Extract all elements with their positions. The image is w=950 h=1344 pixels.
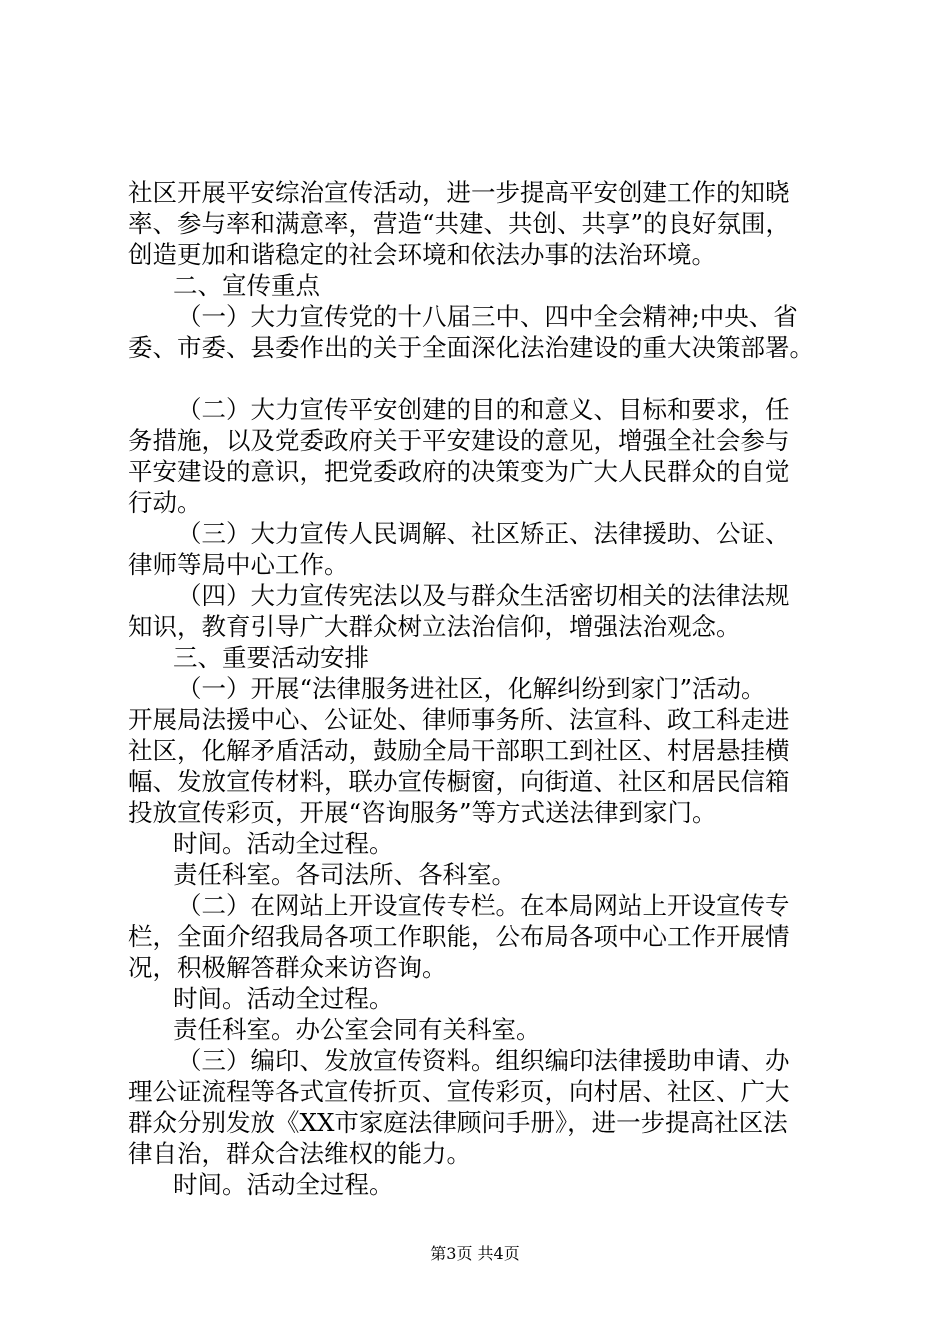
document-body — [128, 177, 844, 1200]
paragraph-gap — [128, 363, 844, 394]
body-line: 知识，教育引导广大群众树立法治信仰，增强法治观念。 — [128, 612, 741, 641]
body-line: 时间。活动全过程。 — [173, 984, 394, 1013]
body-line: 行动。 — [128, 488, 202, 517]
body-line: 责任科室。各司法所、各科室。 — [173, 860, 516, 889]
body-line: 群众分别发放《XX市家庭法律顾问手册》，进一步提高社区法 — [128, 1108, 788, 1137]
body-line: 况，积极解答群众来访咨询。 — [128, 953, 447, 982]
body-line: 委、市委、县委作出的关于全面深化法治建设的重大决策部署。 — [128, 333, 814, 362]
body-line: 平安建设的意识，把党委政府的决策变为广大人民群众的自觉 — [128, 457, 790, 486]
body-line: 幅、发放宣传材料，联办宣传橱窗，向街道、社区和居民信箱 — [128, 767, 790, 796]
body-line: 责任科室。办公室会同有关科室。 — [173, 1015, 541, 1044]
body-line: （二）在网站上开设宣传专栏。在本局网站上开设宣传专 — [177, 891, 790, 920]
body-line: 时间。活动全过程。 — [173, 1170, 394, 1199]
body-line: （一）大力宣传党的十八届三中、四中全会精神;中央、省 — [177, 302, 798, 331]
body-line: 律师等局中心工作。 — [128, 550, 349, 579]
body-line: 栏，全面介绍我局各项工作职能，公布局各项中心工作开展情 — [128, 922, 790, 951]
section-heading: 二、宣传重点 — [173, 271, 320, 300]
body-line: （三）编印、发放宣传资料。组织编印法律援助申请、办 — [177, 1046, 790, 1075]
body-line: 开展局法援中心、公证处、律师事务所、法宣科、政工科走进 — [128, 705, 790, 734]
body-line: （四）大力宣传宪法以及与群众生活密切相关的法律法规 — [177, 581, 790, 610]
body-line: 务措施，以及党委政府关于平安建设的意见，增强全社会参与 — [128, 426, 790, 455]
body-line: 创造更加和谐稳定的社会环境和依法办事的法治环境。 — [128, 240, 716, 269]
page-number-footer: 第3页 共4页 — [430, 1244, 520, 1263]
body-line: 社区，化解矛盾活动，鼓励全局干部职工到社区、村居悬挂横 — [128, 736, 790, 765]
body-line: 率、参与率和满意率，营造“共建、共创、共享”的良好氛围， — [128, 209, 791, 238]
body-line: （三）大力宣传人民调解、社区矫正、法律援助、公证、 — [177, 519, 790, 548]
body-line: （一）开展“法律服务进社区，化解纠纷到家门”活动。 — [177, 674, 766, 703]
body-line: 社区开展平安综治宣传活动，进一步提高平安创建工作的知晓 — [128, 178, 790, 207]
body-line: 时间。活动全过程。 — [173, 829, 394, 858]
body-line: 投放宣传彩页，开展“咨询服务”等方式送法律到家门。 — [128, 798, 717, 827]
section-heading: 三、重要活动安排 — [173, 643, 369, 672]
body-line: （二）大力宣传平安创建的目的和意义、目标和要求，任 — [177, 395, 790, 424]
body-line: 律自治，群众合法维权的能力。 — [128, 1139, 471, 1168]
body-line: 理公证流程等各式宣传折页、宣传彩页，向村居、社区、广大 — [128, 1077, 790, 1106]
